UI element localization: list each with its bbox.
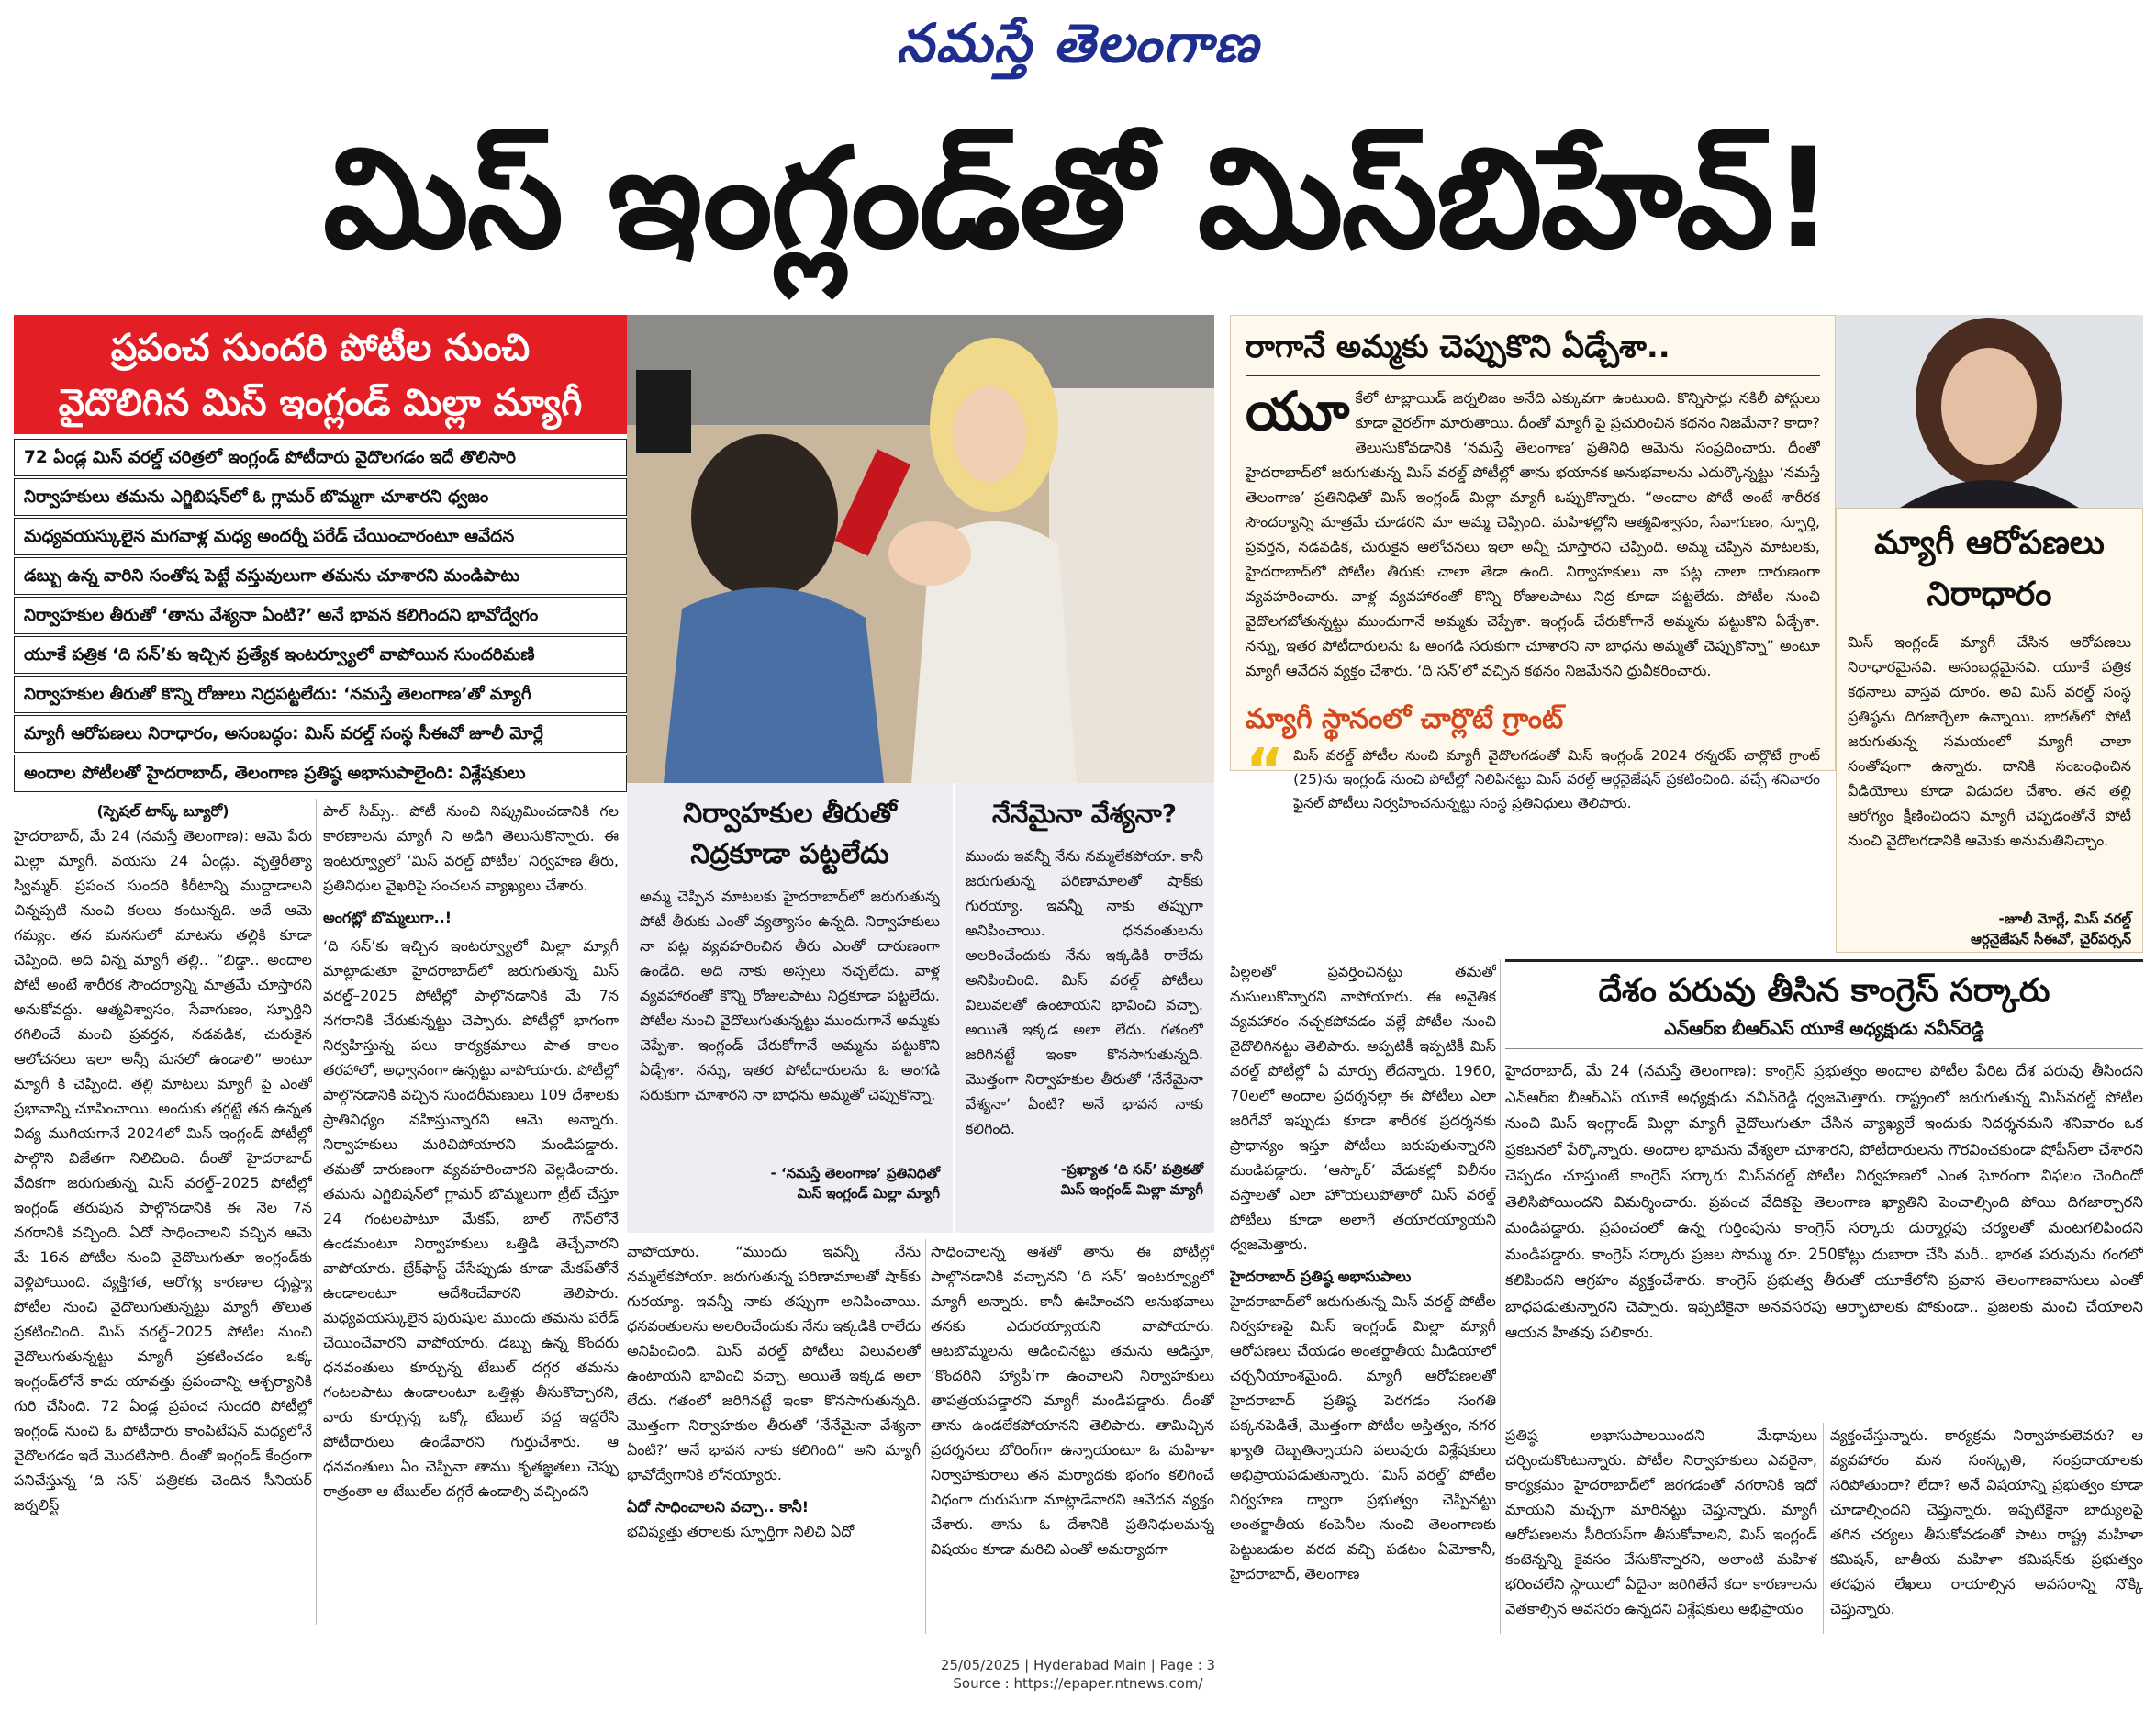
quote-credit-name: మిస్ ఇంగ్లండ్ మిల్లా మ్యాగీ [797, 1185, 940, 1202]
article-text: సాధించాలన్న ఆశతో తాను ఈ పోటీల్లో పాల్గొనడానికి వచ్చానని ‘ది సన్’ ఇంటర్వ్యూలో మ్యాగీ అన్నారు. కానీ ఊహించని అనుభవాలు తనకు ఎదురయ్యాయని వాపోయారు. ఆటబొమ్మలను ఆడించినట్టు తమను ఆడిస్తూ, ‘కొందరిని హ్యాపీ’గా ఉంచాలని నిర్వాహకులు తాపత్రయపడ్డారని మ్యాగీ మండిపడ్డారు. దీంతో తాను ఉండలేకపోయానని తెలిపారు. తామిచ్చిన ప్రదర్శనలు బోరింగ్‌గా ఉన్నాయంటూ ఓ మహిళా నిర్వాహకురాలు తన మర్యాదకు భంగం కలిగించే విధంగా దురుసుగా మాట్లాడేవారని ఆవేదన వ్యక్తం చేశారు. తాను ఓ దేశానికి ప్రతినిధులమన్న విషయం కూడా మరిచి ఎంతో అమర్యాదగా [931, 1243, 1214, 1558]
article-text: ‘ది సన్’కు ఇచ్చిన ఇంటర్వ్యూలో మిల్లా మ్యాగీ మాట్లాడుతూ హైదరాబాద్‌లో జరుగుతున్న మిస్ వరల్డ్–2025 పోటీల్లో పాల్గొనడానికి మే 7న నగరానికి చేరుకున్నట్టు చెప్పారు. పోటీల్లో భాగంగా నిర్వహిస్తున్న పలు కార్యక్రమాలు పాత కాలం తరహాలో, అధ్వానంగా ఉన్నట్టు వాపోయారు. పోటీల్లో పాల్గొనడానికి వచ్చిన సుందరీమణులు 109 దేశాలకు ప్రాతినిధ్యం వహిస్తున్నారని ఆమె అన్నారు. నిర్వాహకులు మరిచిపోయారని మండిపడ్డారు. తమతో దారుణంగా వ్యవహరించారని వెల్లడించారు. తమను ఎగ్జిబిషన్‌లో గ్లామర్ బొమ్మలుగా ట్రీట్ చేస్తూ 24 గంటలపాటూ మేకప్, బాల్ గౌన్‌లోనే ఉండమంటూ నిర్వాహకులు ఒత్తిడి తెచ్చేవారని వాపోయారు. బ్రేక్‌ఫాస్ట్ చేసేప్పుడు కూడా మేకప్‌తోనే ఉండాలంటూ ఆదేశించేవారని తెలిపారు. మధ్యవయస్కులైన పురుషుల ముందు తమను పరేడ్ చేయించేవారని వాపోయారు. డబ్బు ఉన్న కొందరు ధనవంతులు కూర్చున్న టేబుల్ దగ్గర తమను గంటలపాటు ఉండాలంటూ ఒత్తిళ్లు తీసుకొచ్చారని, వారు కూర్చున్న ఒక్కో టేబుల్ వద్ద ఇద్దరేసి పోటీదారులు ఉండేవారని గుర్తుచేశారు. ఆ ధనవంతులు ఏం చెప్పినా తాము కృతజ్ఞతలు చెప్పు రాత్రంతా ఆ టేబుల్‌ల దగ్గరే ఉండాల్సి వచ్చిందని [323, 937, 619, 1500]
dropcap: యూ [1246, 386, 1350, 442]
page-footer [0, 1656, 2156, 1693]
congress-text: హైదరాబాద్, మే 24 (నమస్తే తెలంగాణ): కాంగ్రెస్ ప్రభుత్వం అందాల పోటీల పేరిట దేశ పరువు తీసిందని ఎన్‌ఆర్‌ఐ బీఆర్‌ఎస్ యూకే అధ్యక్షుడు నవీన్‌రెడ్డి ధ్వజమెత్తారు. రాష్ట్రంలో జరుగుతున్న మిస్‌వరల్డ్ పోటీల నుంచి మిస్ ఇంగ్లాండ్ మిల్లా మ్యాగీ వైదొలుగుతూ చేసిన వ్యాఖ్యలే ఇందుకు నిదర్శనమని శనివారం ఒక ప్రకటనలో పేర్కొన్నారు. అందాల భామను వేశ్యలా చూశారని, పోటీదారులను గౌరవించకుండా షోపీస్‌లా చేశారని చెప్పడం చూస్తుంటే కాంగ్రెస్ సర్కారు మిస్‌వరల్డ్ పోటీల నిర్వహణలో ఎంత ఘోరంగా విఫలం చెందిందో తెలిసిపోయిందని విమర్శించారు. ప్రపంచ వేదికపై తెలంగాణ ఖ్యాతిని పెంచాల్సింది పోయి దిగజార్చారని మండిపడ్డారు. ప్రపంచంలో ఉన్న గుర్తింపును కాంగ్రెస్ సర్కారు దుర్మార్గపు చర్యలతో మంటగలిపిందని మండిపడ్డారు. కాంగ్రెస్ సర్కారు ప్రజల సొమ్ము రూ. 250కోట్లు దుబారా చేసి మరీ.. భారత పరువును గంగలో కలిపిందని ఆగ్రహం వ్యక్తంచేశారు. కాంగ్రెస్ ప్రభుత్వ తీరుతో యూకేలోని ప్రవాస తెలంగాణవాసులు ఎంతో బాధపడుతున్నారని చెప్పారు. ఇప్పటికైనా అనవసరపు ఆర్భాటాలకు పోకుండా.. ప్రజలకు మంచి చేయాలని ఆయన హితవు పలికారు. [1505, 1062, 2143, 1341]
section-subhead: అంగట్లో బొమ్మలుగా..! [323, 909, 452, 926]
article-column-2 [323, 799, 619, 1625]
interview-box-text [1246, 386, 1820, 688]
congress-article-box [1505, 959, 2143, 1415]
congress-header [1505, 959, 2143, 1049]
ceo-response-box [1836, 508, 2143, 953]
quote-box-title: నేనేమైనా వేశ్యనా? [992, 799, 1177, 829]
summary-list [14, 439, 627, 794]
column-divider [925, 1239, 926, 1634]
column-divider [1823, 1423, 1824, 1634]
quote-marks-icon: “ [1246, 737, 1285, 805]
interview-box-title: రాగానే అమ్మకు చెప్పుకొని ఏడ్చేశా.. [1246, 325, 1820, 376]
summary-line: 72 ఏండ్ల మిస్ వరల్డ్ చరిత్రలో ఇంగ్లండ్ పోటీదారు వైదొలగడం ఇదే తొలిసారి [14, 439, 627, 476]
article-column-1 [14, 799, 312, 1625]
interview-box [1230, 315, 1836, 811]
ceo-response-title: మ్యాగీ ఆరోపణలు నిరాధారం [1874, 524, 2105, 613]
byline: (స్పెషల్ టాస్క్ బ్యూరో) [96, 802, 229, 820]
congress-subtitle: ఎన్‌ఆర్‌ఐ బీఆర్‌ఎస్ యూకే అధ్యక్షుడు నవీన్‌రెడ్డి [1664, 1019, 1984, 1039]
section-subhead: హైదరాబాద్ ప్రతిష్ఠ అభాసుపాలు [1230, 1268, 1412, 1285]
interview-body: కేలో టాబ్లాయిడ్ జర్నలిజం అనేది ఎక్కువగా ఉంటుంది. కొన్నిసార్లు నకిలీ పోస్టులు కూడా వైరల్‌గా మారుతాయి. దీంతో మ్యాగీ పై ప్రచురించిన కథనం నిజమేనా? కాదా? తెలుసుకోవడానికి ‘నమస్తే తెలంగాణ’ ప్రతినిధి ఆమెను సంప్రదించారు. దీంతో హైదరాబాద్‌లో జరుగుతున్న మిస్ వరల్డ్ పోటీల్లో తాను భయానక అనుభవాలను ఎదుర్కొన్నట్టు ‘నమస్తే తెలంగాణ’ ప్రతినిధితో మిస్ ఇంగ్లండ్ మిల్లా మ్యాగీ ఒప్పుకొన్నారు. “అందాల పోటీ అంటే శారీరక సౌందర్యాన్ని మాత్రమే చూడరని మా అమ్మ చెప్పింది. మహిళల్లోని ఆత్మవిశ్వాసం, సేవాగుణం, స్ఫూర్తి, ప్రవర్తన, నడవడిక, చురుకైన ఆలోచనలు ఇలా అన్నీ చూస్తారని చెప్పింది. అమ్మ చెప్పిన మాటలకు, హైదరాబాద్‌లో పోటీల తీరుకు చాలా తేడా ఉంది. నిర్వాహకులు నా పట్ల చాలా దారుణంగా వ్యవహరించారు. వాళ్ల వ్యవహారంతో కొన్ని రోజులపాటు నిద్ర కూడా పట్టలేదు. పోటీల నుంచి వైదొలగబోతున్నట్టు ముందుగానే అమ్మకు చెప్పేశా. ఇంగ్లండ్ చేరుకోగానే అమ్మను పట్టుకొని ఏడ్చేశా. నన్ను, ఇతర పోటీదారులను ఓ అంగడి సరుకుగా చూశారని నా బాధను అమ్మతో చెప్పుకొన్నా” అంటూ మ్యాగీ ఆవేదన వ్యక్తం చేశారు. ‘ది సన్’లో వచ్చిన కథనం నిజమేనని ధ్రువీకరించారు. [1246, 389, 1820, 679]
article-text: ప్రతిష్ఠ అభాసుపాలయిందని మేధావులు చర్చించుకొంటున్నారు. పోటీల నిర్వాహకులు ఎవరైనా, కార్యక్రమం హైదరాబాద్‌లో జరగడంతో నగరానికి ఇదో మాయని మచ్చగా మారినట్టు చెప్తున్నారు. మ్యాగీ ఆరోపణలను సీరియస్‌గా తీసుకోవాలని, మిస్ ఇంగ్లండ్ కంటెన్నన్ని కైవసం చేసుకొన్నారని, అలాంటి మహిళ భరించలేని స్థాయిలో ఏదైనా జరిగితేనే కదా కారణాలను వెతకాల్సిన అవసరం ఉన్నదని విశ్లేషకులు అభిప్రాయం [1505, 1426, 1817, 1617]
footer-source: Source : https://epaper.ntnews.com/ [953, 1675, 1203, 1692]
article-text: వ్యక్తంచేస్తున్నారు. కార్యక్రమ నిర్వాహకులెవరు? ఆ వ్యవహారం మన సంస్కృతి, సంప్రదాయాలకు సరిపోతుందా? లేదా? అనే విషయాన్ని ప్రభుత్వం కూడా చూడాల్సిందని చెప్తున్నారు. ఇప్పటికైనా బాధ్యులపై తగిన చర్యలు తీసుకోవడంతో పాటు రాష్ట్ర మహిళా కమిషన్, జాతీయ మహిళా కమిషన్‌కు ప్రభుత్వం తరఫున లేఖలు రాయాల్సిన అవసరాన్ని నొక్కి చెప్తున్నారు. [1830, 1426, 2143, 1617]
summary-line: నిర్వాహకుల తీరుతో కొన్ని రోజులు నిద్రపట్టలేదు: ‘నమస్తే తెలంగాణ’తో మ్యాగీ [14, 676, 627, 713]
quote-box-question [955, 783, 1214, 1233]
article-text: పిల్లలతో ప్రవర్తించినట్టు తమతో మసులుకొన్నారని వాపోయారు. ఈ అనైతిక వ్యవహారం నచ్చకపోవడం వల్లే పోటీల నుంచి వైదొలిగినట్టు తెలిపారు. అప్పటికీ ఇప్పటికీ మిస్ వరల్డ్ పోటీల్లో ఏ మార్పు లేదన్నారు. 1960, 70లలో అందాల ప్రదర్శనల్లా ఈ పోటీలు ఎలా జరిగేవో ఇప్పుడు కూడా శారీరక ప్రదర్శనకు ప్రాధాన్యం ఇస్తూ పోటీలు జరుపుతున్నారని మండిపడ్డారు. ‘ఆస్కార్’ వేడుకల్లో విలీనం వస్తాలతో ఎలా హొయలుపోతారో మిస్ వరల్డ్ పోటీలు కూడా అలాగే తయారయ్యాయని ధ్వజమెత్తారు. [1230, 963, 1496, 1253]
article-column-7 [1830, 1423, 2143, 1634]
column-divider [1500, 959, 1501, 1634]
charlotte-title: మ్యాగీ స్థానంలో చార్లొటే గ్రాంట్ [1246, 703, 1564, 735]
article-column-4 [931, 1239, 1214, 1634]
summary-line: యూకే పత్రిక ‘ది సన్’కు ఇచ్చిన ప్రత్యేక ఇంటర్వ్యూలో వాపోయిన సుందరిమణి [14, 636, 627, 674]
ceo-credit: -జూలీ మోర్లే, మిస్ వరల్డ్ [1998, 911, 2131, 927]
quote-box-sleepless [627, 783, 953, 1233]
summary-line: నిర్వాహకులు తమను ఎగ్జిబిషన్‌లో ఓ గ్లామర్ బొమ్మగా చూశారని ధ్వజం [14, 478, 627, 516]
article-text: హైదరాబాద్, మే 24 (నమస్తే తెలంగాణ): ఆమె పేరు మిల్లా మ్యాగీ. వయసు 24 ఏండ్లు. వృత్తిరీత్యా స్విమ్మర్. ప్రపంచ సుందరి కిరీటాన్ని ముద్దాడాలని చిన్నప్పటి నుంచి కలలు కంటున్నది. అదే ఆమె గమ్యం. తన మనసులో మాటను తల్లికి కూడా చెప్పింది. అది విన్న మ్యాగీ తల్లి.. “బిడ్డా.. అందాల పోటీ అంటే శారీరక సౌందర్యాన్ని మాత్రమే చూస్తారని అనుకోవద్దు. ఆత్మవిశ్వాసం, సేవాగుణం, స్ఫూర్తిని రగిలించే మంచి ప్రవర్తన, నడవడిక, చురుకైన ఆలోచనలు ఇలా అన్నీ మనలో ఉండాలి” అంటూ మ్యాగీ కి చెప్పింది. తల్లి మాటలు మ్యాగీ పై ఎంతో ప్రభావాన్ని చూపించాయి. అందుకు తగ్గట్టే తన ఉన్నత విద్య ముగియగానే 2024లో మిస్ ఇంగ్లండ్ పోటీల్లో పాల్గొని విజేతగా నిలిచింది. దీంతో హైదరాబాద్ వేదికగా జరుగుతున్న మిస్ వరల్డ్–2025 పోటీల్లో ఇంగ్లండ్ తరుపున పాల్గొనడానికి ఈ నెల 7న నగరానికి వచ్చింది. ఏదో సాధించాలని వచ్చిన ఆమె మే 16న పోటీల నుంచి వైదొలుగుతూ ఇంగ్లండ్‌కు వెళ్లిపోయింది. వ్యక్తిగత, ఆరోగ్య కారణాల దృష్ట్యా పోటీల నుంచి వైదొలుగుతున్నట్టు మ్యాగీ తొలుత ప్రకటించింది. మిస్ వరల్డ్–2025 పోటీల నుంచి వైదొలుగుతున్నట్టు మ్యాగీ ప్రకటించడం ఒక్క ఇంగ్లండ్‌లోనే కాదు యావత్తు ప్రపంచాన్ని ఆశ్చర్యానికి గురి చేసింది. 72 ఏండ్ల ప్రపంచ సుందరి పోటీల్లో ఇంగ్లండ్ నుంచి ఓ పోటీదారు కాంపిటేషన్ మధ్యలోనే వైదొలగడం ఇదే మొదటిసారి. దీంతో ఇంగ్లండ్ కేంద్రంగా పనిచేస్తున్న ‘ది సన్’ పత్రికకు చెందిన సీనియర్ జర్నలిస్ట్ [14, 827, 312, 1514]
article-text: వాపోయారు. “ముందు ఇవన్నీ నేను నమ్మలేకపోయా. జరుగుతున్న పరిణామాలతో షాక్‌కు గురయ్యా. ఇవన్నీ నాకు తప్పుగా అనిపించాయి. ధనవంతులను అలరించేందుకు నేను ఇక్కడికి రాలేదు అనిపించింది. మిస్ వరల్డ్ పోటీలు విలువలతో ఉంటాయని భావించి వచ్చా. అయితే ఇక్కడ అలా లేదు. గతంలో జరిగినట్టే ఇంకా కొనసాగుతున్నది. మొత్తంగా నిర్వాహకుల తీరుతో ‘నేనేమైనా వేశ్యనా ఏంటి?’ అనే భావన నాకు కలిగింది” అని మ్యాగీ భావోద్వేగానికి లోనయ్యారు. [627, 1243, 921, 1483]
quote-box-title: నిర్వాహకుల తీరుతో నిద్రకూడా పట్టలేదు [683, 798, 897, 870]
summary-line: మ్యాగీ ఆరోపణలు నిరాధారం, అసంబద్ధం: మిస్ వరల్డ్ సంస్థ సీఈవో జూలీ మోర్లే [14, 715, 627, 753]
quote-credit: - ‘నమస్తే తెలంగాణ’ ప్రతినిధితో [770, 1165, 940, 1181]
quote-credit-name: మిస్ ఇంగ్లండ్ మిల్లా మ్యాగీ [1060, 1181, 1203, 1198]
summary-line: నిర్వాహకుల తీరుతో ‘తాను వేశ్యనా ఏంటి?’ అనే భావన కలిగిందని భావోద్వేగం [14, 597, 627, 634]
article-text: భవిష్యత్తు తరాలకు స్ఫూర్తిగా నిలిచి ఏదో [627, 1523, 855, 1540]
article-text: హైదరాబాద్‌లో జరుగుతున్న మిస్ వరల్డ్ పోటీల నిర్వహణపై మిస్ ఇంగ్లండ్ మిల్లా మ్యాగీ ఆరోపణలు చేయడం అంతర్జాతీయ మీడియాలో చర్చనీయాంశమైంది. మ్యాగీ ఆరోపణలతో హైదరాబాద్ ప్రతిష్ఠ పెరగడం సంగతి పక్కనపెడితే, మొత్తంగా పోటీల అస్తిత్వం, నగర ఖ్యాతి దెబ్బతిన్నాయని పలువురు విశ్లేషకులు అభిప్రాయపడుతున్నారు. ‘మిస్ వరల్డ్’ పోటీల నిర్వహణ ద్వారా ప్రభుత్వం చెప్పినట్టు అంతర్జాతీయ కంపెనీల నుంచి తెలంగాణకు పెట్టుబడుల వరద వచ్చి పడటం ఏమోకానీ, హైదరాబాద్, తెలంగాణ [1230, 1292, 1496, 1582]
quote-box-text: అమ్మ చెప్పిన మాటలకు హైదరాబాద్‌లో జరుగుతున్న పోటీ తీరుకు ఎంతో వ్యత్యాసం ఉన్నది. నిర్వాహకులు నా పట్ల వ్యవహరించిన తీరు ఎంతో దారుణంగా ఉండేది. అది నాకు అస్సలు నచ్చలేదు. వాళ్ల వ్యవహారంతో కొన్ని రోజులపాటు నిద్రకూడా పట్టలేదు. పోటీల నుంచి వైదొలుగుతున్నట్టు ముందుగానే అమ్మకు చెప్పేశా. ఇంగ్లండ్ చేరుకోగానే అమ్మను పట్టుకొని ఏడ్చేశా. నన్ను, ఇతర పోటీదారులను ఓ అంగడి సరుకుగా చూశారని నా బాధను అమ్మతో చెప్పుకొన్నా. [640, 888, 940, 1103]
charlotte-text: మిస్ వరల్డ్ పోటీల నుంచి మ్యాగీ వైదొలగడంతో మిస్ ఇంగ్లండ్ 2024 రన్నరప్ చార్లొటే గ్రాంట్ (25)ను ఇంగ్లండ్ నుంచి పోటీల్లో నిలిపినట్టు మిస్ వరల్డ్ ఆర్గనైజేషన్ ప్రకటించింది. వచ్చే శనివారం ఫైనల్ పోటీలు నిర్వహించనున్నట్టు సంస్థ ప్రతినిధులు తెలిపారు. [1293, 747, 1820, 811]
article-column-5 [1230, 959, 1496, 1634]
column-divider [316, 799, 317, 1625]
quote-box-text: ముందు ఇవన్నీ నేను నమ్మలేకపోయా. కానీ జరుగుతున్న పరిణామాలతో షాక్‌కు గురయ్యా. ఇవన్నీ నాకు తప్పుగా అనిపించాయి. ధనవంతులను అలరించేందుకు నేను ఇక్కడికి రాలేదు అనిపించింది. మిస్ వరల్డ్ పోటీలు విలువలతో ఉంటాయని భావించి వచ్చా. అయితే ఇక్కడ అలా లేదు. గతంలో జరిగినట్టే ఇంకా కొనసాగుతున్నది. మొత్తంగా నిర్వాహకుల తీరుతో ‘నేనేమైనా వేశ్యనా’ ఏంటి? అనే భావన నాకు కలిగింది. [966, 847, 1203, 1137]
portrait-illustration [1836, 315, 2143, 508]
ceo-response-text: మిస్ ఇంగ్లండ్ మ్యాగీ చేసిన ఆరోపణలు నిరాధారమైనవి. అసంబద్ధమైనవి. యూకే పత్రిక కథనాలు వాస్తవ దూరం. అవి మిస్ వరల్డ్ సంస్థ ప్రతిష్ఠను దిగజార్చేలా ఉన్నాయి. భారత్‌లో పోటీ జరుగుతున్న సమయంలో మ్యాగీ చాలా సంతోషంగా ఉన్నారు. దానికి సంబంధించిన వీడియోలు కూడా విడుదల చేశాం. తన తల్లి ఆరోగ్యం క్షీణించిందని మ్యాగీ చెప్పడంతోనే పోటీ నుంచి వైదొలగడానికి ఆమెకు అనుమతినిచ్చాం. [1848, 633, 2131, 849]
main-headline: మిస్ ఇంగ్లండ్‌తో మిస్‌బిహేవ్! [322, 119, 1833, 279]
photo-julie-morley [1836, 315, 2143, 508]
masthead-logo: నమస్తే తెలంగాణ [896, 12, 1260, 74]
photo-illustration [627, 315, 1214, 783]
article-column-3 [627, 1239, 921, 1634]
congress-title: దేశం పరువు తీసిన కాంగ్రెస్ సర్కారు [1598, 972, 2050, 1010]
quote-credit: -ప్రఖ్యాత ‘ది సన్’ పత్రికతో [1060, 1161, 1203, 1178]
summary-line: మధ్యవయస్కులైన మగవాళ్ల మధ్య అందర్నీ పరేడ్ చేయించారంటూ ఆవేదన [14, 518, 627, 555]
section-subhead: ఏదో సాధించాలని వచ్చా.. కానీ! [627, 1498, 810, 1515]
footer-edition: 25/05/2025 | Hyderabad Main | Page : 3 [940, 1657, 1216, 1673]
lead-line-2: వైదొలిగిన మిస్ ఇంగ్లండ్ మిల్లా మ్యాగీ [58, 382, 583, 424]
article-text: పాల్ సిమ్స్.. పోటీ నుంచి నిష్క్రమించడానికి గల కారణాలను మ్యాగీ ని అడిగి తెలుసుకొన్నారు. ఈ ఇంటర్వ్యూలో ‘మిస్ వరల్డ్ పోటీల’ నిర్వహణ తీరు, ప్రతినిధుల వైఖరిపై సంచలన వ్యాఖ్యలు చేశారు. [323, 802, 619, 894]
lead-box [14, 315, 627, 434]
summary-line: అందాల పోటీలతో హైదరాబాద్, తెలంగాణ ప్రతిష్ఠ అభాసుపాలైంది: విశ్లేషకులు [14, 755, 627, 792]
ceo-credit-title: ఆర్గనైజేషన్ సీఈవో, చైర్‌పర్సన్ [1971, 931, 2131, 947]
charlotte-section [1246, 737, 1820, 817]
photo-miss-england-interview [627, 315, 1214, 783]
summary-line: డబ్బు ఉన్న వారిని సంతోష పెట్టే వస్తువులుగా తమను చూశారని మండిపాటు [14, 557, 627, 595]
article-column-6 [1505, 1423, 1817, 1634]
lead-line-1: ప్రపంచ సుందరి పోటీల నుంచి [110, 327, 531, 369]
